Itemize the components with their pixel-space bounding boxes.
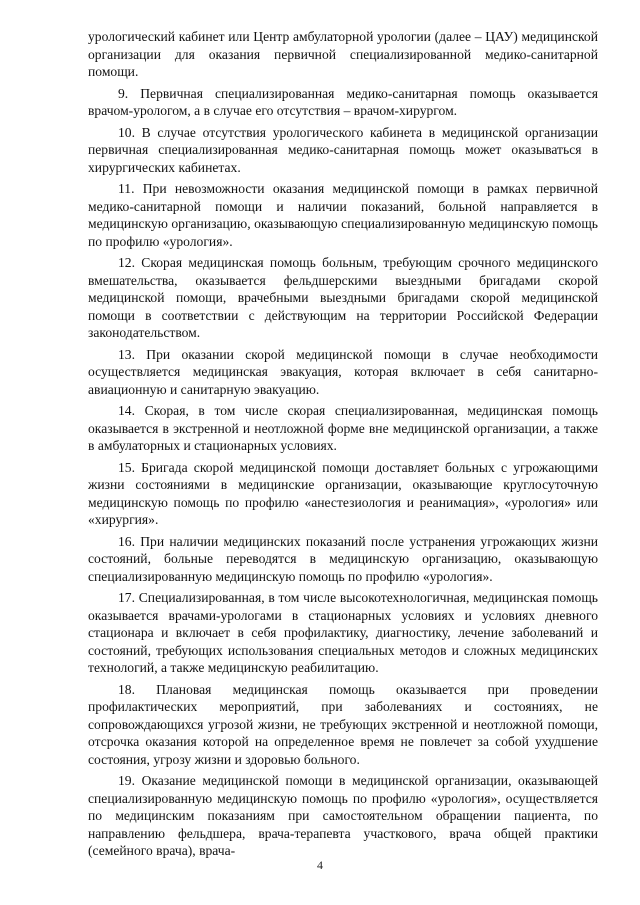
paragraph-11: 11. При невозможности оказания медицинской помощи в рамках первичной медико-санитарной помощи и наличии показаний, больной направляется в медицинскую организацию, оказывающую специализированную медицинскую помощь по профилю «урология». — [88, 181, 598, 249]
paragraph-9: 9. Первичная специализированная медико-санитарная помощь оказывается врачом-урологом, а в случае его отсутствия – врачом-хирургом. — [88, 85, 598, 118]
paragraph-13: 13. При оказании скорой медицинской помощи в случае необходимости осуществляется медицинская эвакуация, которая включает в себя санитарно-авиационную и санитарную эвакуацию. — [88, 346, 598, 397]
document-page — [88, 28, 598, 864]
paragraph-19: 19. Оказание медицинской помощи в медицинской организации, оказывающей специализированную медицинскую помощь по профилю «урология», осуществляется по медицинским показаниям при самостоятельном обращении пациента, по направлению фельдшера, врача-терапевта участкового, врача общей практики (семейного врача), врача- — [88, 773, 598, 858]
paragraph-10: 10. В случае отсутствия урологического кабинета в медицинской организации первичная специализированная медико-санитарная помощь может оказываться в хирургических кабинетах. — [88, 124, 598, 175]
paragraph-15: 15. Бригада скорой медицинской помощи доставляет больных с угрожающими жизни состояниями в медицинские организации, оказывающие круглосуточную медицинскую помощь по профилю «анестезиология и реанимация», «урология» или «хирургия». — [88, 459, 598, 527]
paragraph-continuation: урологический кабинет или Центр амбулаторной урологии (далее – ЦАУ) медицинской организации для оказания первичной специализированной медико-санитарной помощи. — [88, 29, 598, 79]
page-number: 4 — [317, 858, 323, 872]
paragraph-18: 18. Плановая медицинская помощь оказывается при проведении профилактических мероприятий, при заболеваниях и состояниях, не сопровождающихся угрозой жизни, не требующих экстренной и неотложной помощи, отсрочка оказания которой на определенное время не повлечет за собой ухудшение состояния, угрозу жизни и здоровью больного. — [88, 681, 598, 767]
paragraph-16: 16. При наличии медицинских показаний после устранения угрожающих жизни состояний, больные переводятся в медицинскую организацию, оказывающую специализированную медицинскую помощь по профилю «урология». — [88, 533, 598, 584]
paragraph-17: 17. Специализированная, в том числе высокотехнологичная, медицинская помощь оказывается врачами-урологами в стационарных условиях и условиях дневного стационара и включает в себя профилактику, диагностику, лечение заболеваний и состояний, требующих использования специальных методов и сложных медицинских технологий, а также медицинскую реабилитацию. — [88, 590, 598, 675]
paragraph-12: 12. Скорая медицинская помощь больным, требующим срочного медицинского вмешательства, оказывается фельдшерскими выездными бригадами скорой медицинской помощи, врачебными выездными бригадами скорой медицинской помощи в соответствии с действующим на территории Российской Федерации законодательством. — [88, 255, 598, 340]
paragraph-14: 14. Скорая, в том числе скорая специализированная, медицинская помощь оказывается в экстренной и неотложной форме вне медицинской организации, а также в амбулаторных и стационарных условиях. — [88, 403, 598, 453]
